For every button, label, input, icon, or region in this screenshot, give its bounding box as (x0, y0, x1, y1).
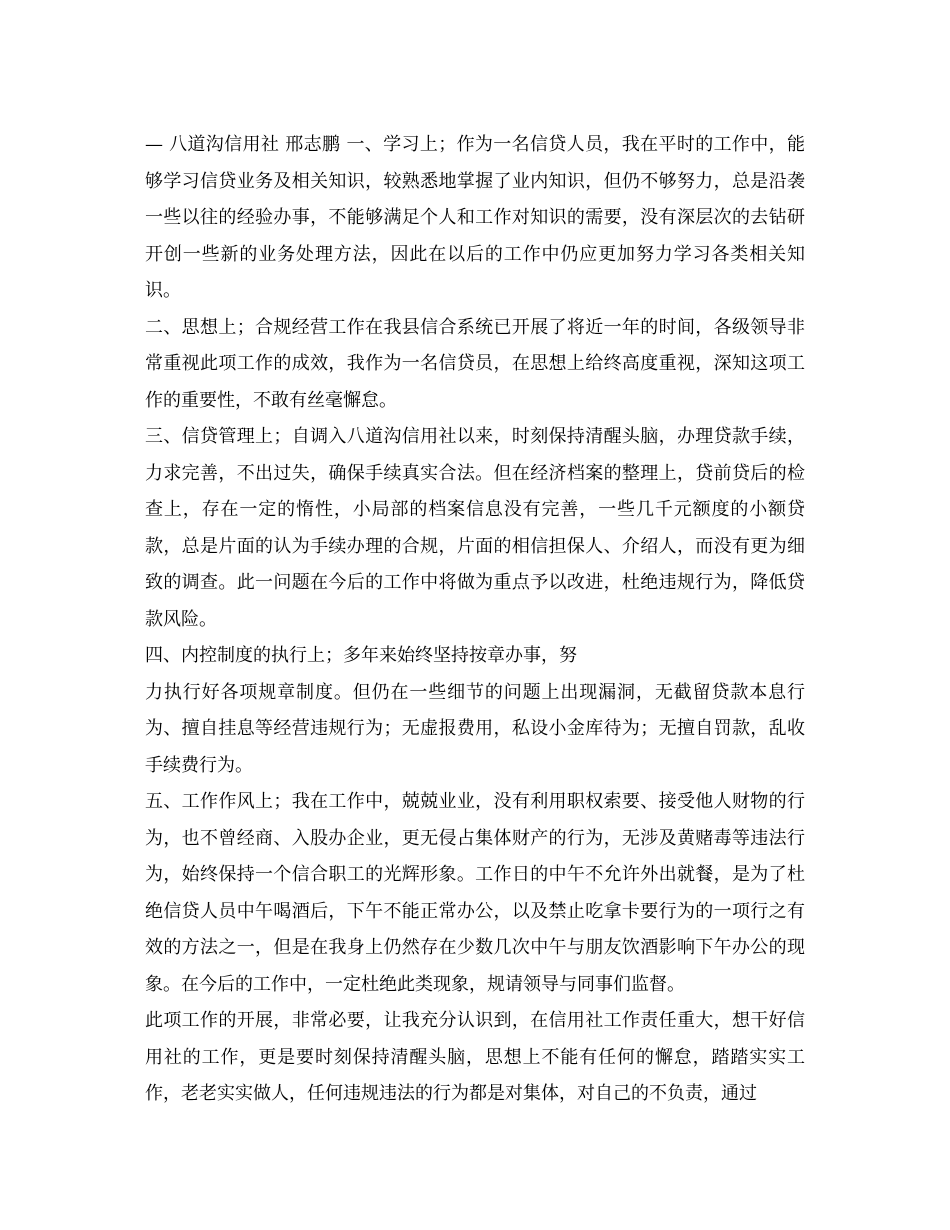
paragraph-internal-control-cont: 力执行好各项规章制度。但仍在一些细节的问题上出现漏洞，无截留贷款本息行为、擅自挂息等经营违规行为；无虚报费用，私设小金库待为；无擅自罚款，乱收手续费行为。 (145, 681, 805, 776)
paragraph-work-style: 五、工作作风上；我在工作中，兢兢业业，没有利用职权索要、接受他人财物的行为，也不曾经商、入股办企业，更无侵占集体财产的行为，无涉及黄赌毒等违法行为，始终保持一个信合职工的光辉形象。工作日的中午不允许外出就餐，是为了杜绝信贷人员中午喝酒后，下午不能正常办公，以及禁止吃拿卡要行为的一项行之有效的方法之一，但是在我身上仍然存在少数几次中午与朋友饮酒影响下午办公的现象。在今后的工作中，一定杜绝此类现象，规请领导与同事们监督。 (145, 791, 805, 995)
paragraph-conclusion: 此项工作的开展，非常必要，让我充分认识到，在信用社工作责任重大，想干好信用社的工作，更是要时刻保持清醒头脑，思想上不能有任何的懈怠，踏踏实实工作，老老实实做人，任何违规违法的行为都是对集体，对自己的不负责，通过 (145, 1010, 805, 1104)
paragraph-thought: 二、思想上；合规经营工作在我县信合系统已开展了将近一年的时间，各级领导非常重视此项工作的成效，我作为一名信贷员，在思想上给终高度重视，深知这项工作的重要性，不敢有丝毫懈怠。 (145, 316, 805, 411)
paragraph-study: — 八道沟信用社 邢志鹏 一、学习上；作为一名信贷人员，我在平时的工作中，能够学习信贷业务及相关知识，较熟悉地掌握了业内知识，但仍不够努力，总是沿袭一些以往的经验办事，不能够满足个人和工作对知识的需要，没有深层次的去钻研开创一些新的业务处理方法，因此在以后的工作中仍应更加努力学习各类相关知识。 (145, 134, 805, 301)
paragraph-credit-management: 三、信贷管理上；自调入八道沟信用社以来，时刻保持清醒头脑，办理贷款手续，力求完善，不出过失，确保手续真实合法。但在经济档案的整理上，贷前贷后的检查上，存在一定的惰性，小局部的档案信息没有完善，一些几千元额度的小额贷款，总是片面的认为手续办理的合规，片面的相信担保人、介绍人，而没有更为细致的调查。此一问题在今后的工作中将做为重点予以改进，杜绝违规行为，降低贷款风险。 (145, 426, 805, 630)
paragraph-internal-control-start: 四、内控制度的执行上；多年来始终坚持按章办事，努 (145, 645, 577, 666)
document-page (145, 127, 805, 1113)
